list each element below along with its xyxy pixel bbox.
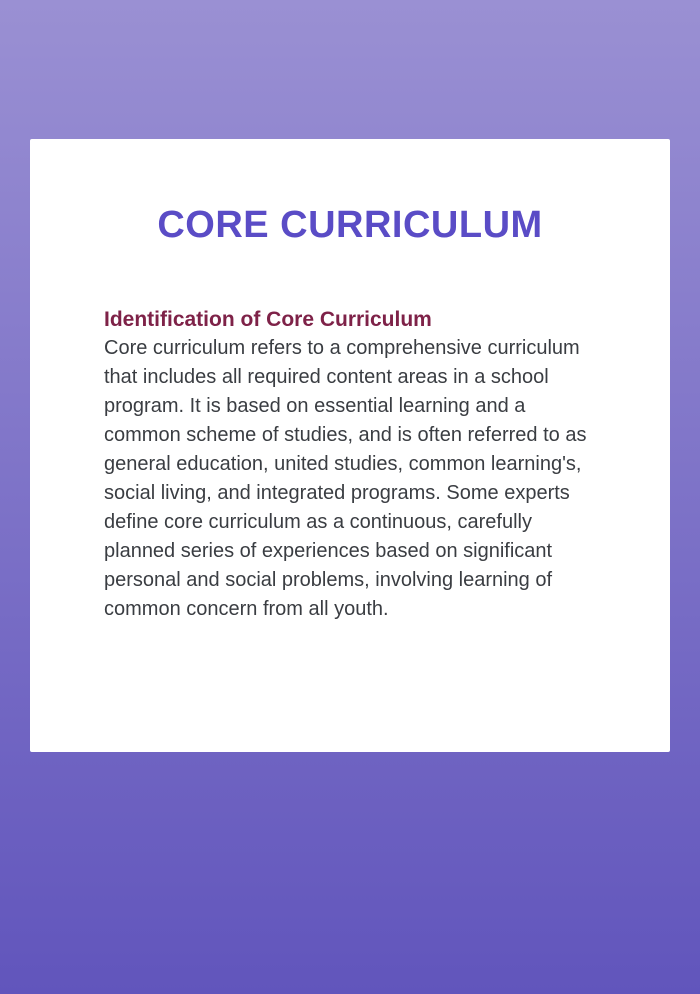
content-card [30,139,670,752]
section-heading: Identification of Core Curriculum [104,308,432,331]
section-content [30,305,670,624]
page-title: CORE CURRICULUM [157,204,543,246]
section-body-text: Core curriculum refers to a comprehensive curriculum that includes all required content areas in a school program. It is based on essential learning and a common scheme of studies, and is often referred to as general education, united studies, common learning's, social living, and integrated programs. Some experts define core curriculum as a continuous, carefully planned series of experiences based on significant personal and social problems, involving learning of common concern from all youth. [104,337,587,620]
